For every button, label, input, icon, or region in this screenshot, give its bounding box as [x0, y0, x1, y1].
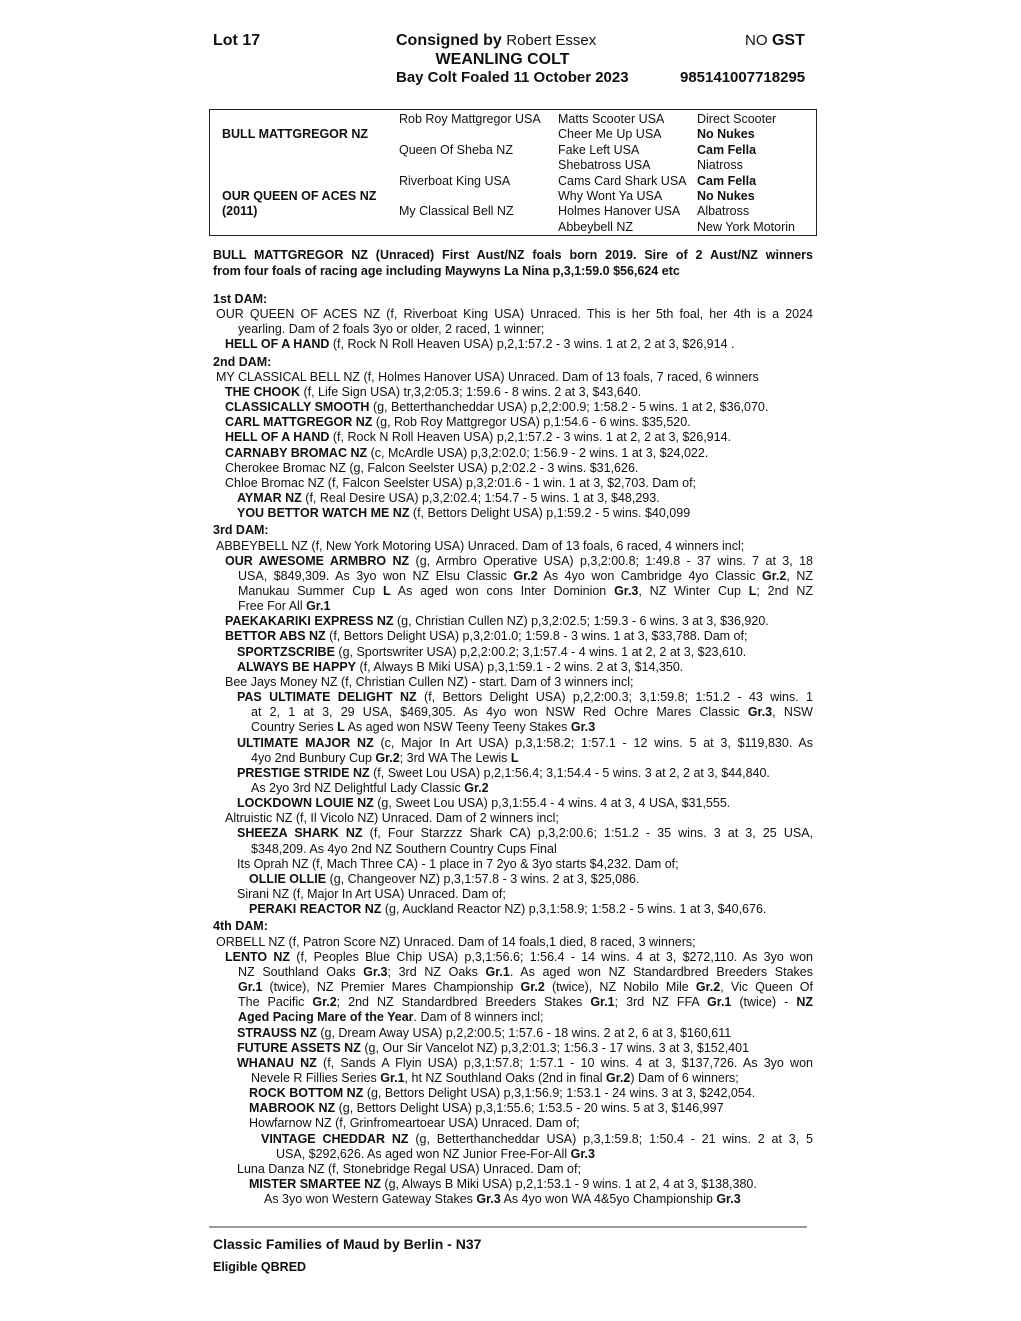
progeny-detail: (g, Our Sir Vancelot NZ) p,3,2:01.3; 1:56.3 - 17 wins. 3 at 3, $152,401	[360, 1040, 750, 1055]
race-grade: Gr.3	[570, 1146, 595, 1161]
pedigree-gen3: Fake Left USA	[558, 143, 640, 157]
progeny-detail: As 4yo won WA 4&5yo Championship	[500, 1192, 717, 1207]
progeny-line	[213, 826, 813, 841]
progeny-name: SPORTZSCRIBE	[237, 644, 335, 659]
race-grade: Gr.2	[695, 980, 721, 995]
progeny-detail: (f, Sands A Flyin USA) p,3,1:57.8; 1:57.1 - 10 wins. 4 at 3, $137,726. As 3yo won	[316, 1055, 813, 1070]
progeny-name: CARNABY BROMAC NZ	[225, 445, 368, 460]
progeny-detail: As aged won cons Inter Dominion	[390, 583, 615, 598]
progeny-line	[213, 965, 813, 980]
dam-intro: ORBELL NZ (f, Patron Score NZ) Unraced. Dam of 14 foals,1 died, 8 raced, 3 winners;	[216, 934, 696, 949]
progeny-line	[213, 554, 813, 569]
race-grade: L	[337, 720, 345, 735]
race-grade: Gr.1	[380, 1070, 405, 1085]
progeny-name: LOCKDOWN LOUIE NZ	[237, 796, 374, 811]
progeny-name: THE CHOOK	[225, 384, 300, 399]
pedigree-gen3: Abbeybell NZ	[558, 220, 634, 234]
footer-divider	[209, 1226, 807, 1228]
pedigree-gen3: Holmes Hanover USA	[558, 204, 681, 218]
progeny-detail: (f, Rock N Roll Heaven USA) p,2,1:57.2 - 3 wins. 1 at 2, 2 at 3, $26,914 .	[329, 337, 735, 352]
gst-status	[745, 32, 805, 50]
progeny-name: MABROOK NZ	[249, 1101, 336, 1116]
progeny-line: Its Oprah NZ (f, Mach Three CA) - 1 place in 7 2yo & 3yo starts $4,232. Dam of;	[237, 856, 679, 871]
progeny-detail: (g, Auckland Reactor NZ) p,3,1:58.9; 1:58.2 - 5 wins. 1 at 3, $40,676.	[381, 902, 767, 917]
award-text: NZ	[796, 995, 813, 1010]
progeny-name: STRAUSS NZ	[237, 1025, 317, 1040]
progeny-line	[213, 506, 813, 521]
race-grade: Gr.2	[513, 568, 538, 583]
progeny-name: ALWAYS BE HAPPY	[237, 659, 357, 674]
progeny-line	[213, 660, 813, 675]
progeny-detail: (g, Rob Roy Mattgregor USA) p,1:54.6 - 6 wins. $35,520.	[372, 415, 691, 430]
consignor	[396, 32, 596, 50]
progeny-line	[213, 1041, 813, 1056]
consignor-name: Robert Essex	[506, 32, 597, 49]
progeny-line	[213, 720, 813, 735]
progeny-line	[213, 1010, 813, 1025]
progeny-detail: (g, Christian Cullen NZ) p,3,2:02.5; 1:59.3 - 6 wins. 3 at 3, $36,920.	[393, 614, 769, 629]
progeny-detail: ; 3rd NZ FFA	[614, 995, 708, 1010]
progeny-detail: (twice), NZ Nobilo Mile	[544, 980, 696, 995]
progeny-line	[213, 337, 813, 352]
pedigree-gen4: No Nukes	[697, 127, 755, 141]
progeny-line	[213, 980, 813, 995]
pedigree-gen4: Albatross	[697, 204, 750, 218]
progeny-detail: , NZ Winter Cup	[638, 583, 749, 598]
progeny-line	[213, 400, 813, 415]
progeny-detail: , NSW	[772, 705, 813, 720]
progeny-line	[213, 872, 813, 887]
progeny-detail: ; 3rd WA The Lewis	[399, 750, 511, 765]
race-grade: Gr.2	[606, 1070, 631, 1085]
race-grade: L	[748, 583, 757, 598]
progeny-name: SHEEZA SHARK NZ	[237, 826, 363, 841]
progeny-name: HELL OF A HAND	[225, 337, 330, 352]
progeny-detail: at 2, 1 at 3, 29 USA, $469,305. As 4yo won NSW Red Ochre Mares Classic	[251, 705, 748, 720]
race-grade: Gr.1	[590, 995, 615, 1010]
dam-heading: 2nd DAM:	[213, 354, 272, 369]
progeny-line	[213, 1101, 813, 1116]
progeny-line	[213, 705, 813, 720]
progeny-detail: (g, Bettors Delight USA) p,3,1:56.9; 1:53.1 - 24 wins. 3 at 3, $242,054.	[363, 1086, 756, 1101]
progeny-name: VINTAGE CHEDDAR NZ	[261, 1131, 409, 1146]
pedigree-gen3: Shebatross USA	[558, 158, 651, 172]
progeny-name: PERAKI REACTOR NZ	[249, 902, 382, 917]
progeny-name: YOU BETTOR WATCH ME NZ	[237, 506, 410, 521]
sire-summary	[213, 248, 813, 279]
dam-heading: 4th DAM:	[213, 919, 268, 934]
progeny-detail: (f, Bettors Delight USA) p,1:59.2 - 5 wins. $40,099	[409, 506, 691, 521]
lot-number: Lot 17	[213, 32, 261, 49]
progeny-detail: As 4yo won Cambridge 4yo Classic	[537, 568, 762, 583]
progeny-name: OUR AWESOME ARMBRO NZ	[225, 553, 410, 568]
progeny-detail: Free For All	[238, 599, 307, 614]
progeny-detail: (f, Rock N Roll Heaven USA) p,2,1:57.2 - 3 wins. 1 at 2, 2 at 3, $26,914.	[329, 430, 731, 445]
progeny-line	[213, 1147, 813, 1162]
progeny-detail: (c, McArdle USA) p,3,2:02.0; 1:56.9 - 2 wins. 1 at 3, $24,022.	[367, 445, 709, 460]
progeny-name: CARL MATTGREGOR NZ	[225, 415, 373, 430]
catalogue-body	[213, 290, 813, 1207]
pedigree-gen3: Cams Card Shark USA	[558, 174, 687, 188]
progeny-line	[213, 796, 813, 811]
dam-intro: OUR QUEEN OF ACES NZ (f, Riverboat King USA) Unraced. This is her 5th foal, her 4th is a 2024	[216, 307, 813, 322]
dam-heading: 3rd DAM:	[213, 523, 269, 538]
progeny-detail: (twice), NZ Premier Mares Championship	[262, 980, 521, 995]
family-line: Classic Families of Maud by Berlin - N37	[213, 1236, 482, 1252]
progeny-detail: (g, Sportswriter USA) p,2,2:00.2; 3,1:57.4 - 4 wins. 1 at 2, 2 at 3, $23,610.	[334, 644, 747, 659]
progeny-name: PAEKAKARIKI EXPRESS NZ	[225, 614, 394, 629]
pedigree-gen2: Queen Of Sheba NZ	[399, 143, 513, 157]
progeny-detail: ; 3rd NZ Oaks	[387, 964, 486, 979]
progeny-line	[213, 766, 813, 781]
progeny-line	[213, 645, 813, 660]
pedigree-gen4: No Nukes	[697, 189, 755, 203]
progeny-detail: , Vic Queen Of	[720, 980, 813, 995]
progeny-detail: (f, Life Sign USA) tr,3,2:05.3; 1:59.6 - 8 wins. 2 at 3, $43,640.	[300, 384, 642, 399]
race-grade: Gr.2	[520, 980, 545, 995]
race-grade: Gr.3	[614, 583, 639, 598]
race-grade: Gr.1	[485, 964, 510, 979]
dam-intro: MY CLASSICAL BELL NZ (f, Holmes Hanover USA) Unraced. Dam of 13 foals, 7 raced, 6 winners	[216, 369, 759, 384]
progeny-line: Altruistic NZ (f, Il Vicolo NZ) Unraced. Dam of 2 winners incl;	[225, 811, 559, 826]
progeny-line	[213, 1132, 813, 1147]
progeny-detail: (c, Major In Art USA) p,3,1:58.2; 1:57.1 - 12 wins. 5 at 3, $119,830. As	[373, 735, 813, 750]
progeny-detail: . Dam of 8 winners incl;	[413, 1010, 544, 1025]
pedigree-dam-year: (2011)	[222, 204, 258, 218]
progeny-detail: (f, Sweet Lou USA) p,2,1:56.4; 3,1:54.4 - 5 wins. 3 at 2, 2 at 3, $44,840.	[369, 765, 770, 780]
pedigree-dam: OUR QUEEN OF ACES NZ	[222, 189, 377, 203]
pedigree-sire: BULL MATTGREGOR NZ	[222, 127, 369, 141]
gst-label: GST	[771, 32, 805, 49]
race-grade: Gr.2	[464, 781, 489, 795]
race-grade: Gr.3	[747, 705, 773, 720]
pedigree-gen4: Niatross	[697, 158, 743, 172]
progeny-line	[213, 950, 813, 965]
progeny-detail: (g, Changeover NZ) p,3,1:57.8 - 3 wins. 2 at 3, $25,086.	[326, 871, 640, 886]
dam-heading: 1st DAM:	[213, 292, 268, 306]
race-grade: Gr.3	[363, 964, 388, 979]
progeny-line	[213, 1026, 813, 1041]
progeny-line	[213, 385, 813, 400]
progeny-detail: (g, Always B Miki USA) p,2,1:53.1 - 9 wins. 1 at 2, 4 at 3, $138,380.	[380, 1177, 757, 1192]
race-grade: Gr.2	[375, 750, 400, 765]
progeny-name: LENTO NZ	[225, 949, 291, 964]
progeny-name: PAS ULTIMATE DELIGHT NZ	[237, 690, 417, 705]
progeny-detail: USA, $849,309. As 3yo won NZ Elsu Classic	[238, 568, 514, 583]
race-grade: Gr.1	[306, 599, 331, 614]
progeny-line	[213, 599, 813, 614]
sire-summary-line: BULL MATTGREGOR NZ (Unraced) First Aust/NZ foals born 2019. Sire of 2 Aust/NZ winners	[213, 248, 813, 262]
pedigree-table	[209, 109, 817, 236]
progeny-line	[213, 491, 813, 506]
pedigree-gen4: Direct Scooter	[697, 112, 777, 126]
progeny-name: FUTURE ASSETS NZ	[237, 1040, 361, 1055]
progeny-detail: USA, $292,626. As aged won NZ Junior Free-For-All	[276, 1146, 571, 1161]
progeny-detail: (g, Betterthancheddar USA) p,2,2:00.9; 1:58.2 - 5 wins. 1 at 2, $36,070.	[369, 400, 769, 415]
race-grade: Gr.1	[238, 980, 263, 995]
progeny-line	[213, 1177, 813, 1192]
progeny-detail: , ht NZ Southland Oaks (2nd in final	[404, 1070, 607, 1085]
race-grade: L	[382, 583, 391, 598]
progeny-name: ROCK BOTTOM NZ	[249, 1086, 364, 1101]
progeny-line	[213, 430, 813, 445]
progeny-name: OLLIE OLLIE	[249, 871, 327, 886]
race-grade: Gr.3	[716, 1192, 741, 1207]
race-grade: Gr.2	[762, 568, 787, 583]
progeny-line	[213, 569, 813, 584]
consigned-label: Consigned by	[396, 32, 502, 49]
progeny-line	[213, 1056, 813, 1071]
progeny-line	[213, 690, 813, 705]
progeny-line: Bee Jays Money NZ (f, Christian Cullen NZ) - start. Dam of 3 winners incl;	[225, 674, 634, 689]
progeny-line	[213, 902, 813, 917]
progeny-name: WHANAU NZ	[237, 1055, 317, 1070]
race-grade: Gr.1	[707, 995, 732, 1010]
progeny-line: Howfarnow NZ (f, Grinfromeartoear USA) Unraced. Dam of;	[249, 1116, 580, 1131]
progeny-detail: 4yo 2nd Bunbury Cup	[251, 750, 376, 765]
progeny-detail: As 3yo won Western Gateway Stakes	[264, 1192, 477, 1207]
progeny-detail: (twice) -	[731, 995, 797, 1010]
pedigree-gen3: Cheer Me Up USA	[558, 127, 662, 141]
race-grade: Gr.3	[570, 720, 596, 735]
sire-summary-line: from four foals of racing age including Maywyns La Nina p,3,1:59.0 $56,624 etc	[213, 263, 680, 278]
progeny-line	[213, 1086, 813, 1101]
progeny-detail: (f, Peoples Blue Chip USA) p,3,1:56.6; 1:56.4 - 14 wins. 4 at 3, $272,110. As 3yo won	[290, 949, 813, 964]
progeny-line	[213, 736, 813, 751]
progeny-line	[213, 1071, 813, 1086]
progeny-line	[213, 1192, 813, 1207]
progeny-detail: (g, Sweet Lou USA) p,3,1:55.4 - 4 wins. 4 at 3, 4 USA, $31,555.	[373, 796, 731, 811]
progeny-line	[213, 751, 813, 766]
eligibility: Eligible QBRED	[213, 1260, 307, 1274]
progeny-detail: (f, Always B Miki USA) p,3,1:59.1 - 2 wins. 2 at 3, $14,350.	[356, 659, 684, 674]
progeny-line: $348,209. As 4yo 2nd NZ Southern Country Cups Final	[251, 841, 557, 856]
progeny-detail: As aged won NSW Teeny Teeny Stakes	[344, 720, 571, 735]
pedigree-gen2: Rob Roy Mattgregor USA	[399, 112, 541, 126]
progeny-detail: . As aged won NZ Standardbred Breeders Stakes	[509, 964, 813, 979]
progeny-detail: ; 2nd NZ	[756, 583, 813, 598]
progeny-line: Luna Danza NZ (f, Stonebridge Regal USA) Unraced. Dam of;	[237, 1161, 581, 1176]
progeny-detail: (g, Bettors Delight USA) p,3,1:55.6; 1:53.5 - 20 wins. 5 at 3, $146,997	[335, 1101, 724, 1116]
progeny-detail: (f, Real Desire USA) p,3,2:02.4; 1:54.7 - 5 wins. 1 at 3, $48,293.	[301, 491, 660, 506]
progeny-name: CLASSICALLY SMOOTH	[225, 400, 370, 415]
microchip-number: 985141007718295	[680, 69, 806, 86]
dam-intro: ABBEYBELL NZ (f, New York Motoring USA) Unraced. Dam of 13 foals, 6 raced, 4 winners incl;	[216, 538, 745, 553]
award-text: Aged Pacing Mare of the Year	[238, 1010, 414, 1025]
progeny-line: Sirani NZ (f, Major In Art USA) Unraced. Dam of;	[237, 887, 506, 902]
progeny-detail: (f, Bettors Delight USA) p,3,2:01.0; 1:59.8 - 3 wins. 1 at 3, $33,788. Dam of;	[325, 629, 748, 644]
progeny-detail: (g, Betterthancheddar USA) p,3,1:59.8; 1:50.4 - 21 wins. 2 at 3, 5	[408, 1131, 813, 1146]
foaled-date: Bay Colt Foaled 11 October 2023	[396, 69, 629, 86]
pedigree-gen4: Cam Fella	[697, 174, 757, 188]
progeny-line	[213, 584, 813, 599]
progeny-detail: As 2yo 3rd NZ Delightful Lady Classic	[251, 781, 465, 795]
progeny-detail: Country Series	[251, 720, 338, 735]
progeny-name: ULTIMATE MAJOR NZ	[237, 735, 374, 750]
pedigree-gen2: My Classical Bell NZ	[399, 204, 514, 218]
race-grade: Gr.2	[312, 995, 337, 1010]
progeny-line	[213, 446, 813, 461]
pedigree-gen4: Cam Fella	[697, 143, 757, 157]
pedigree-gen4: New York Motorin	[697, 220, 795, 234]
pedigree-gen3: Why Wont Ya USA	[558, 189, 663, 203]
race-grade: L	[510, 750, 519, 765]
gst-prefix: NO	[745, 32, 768, 49]
progeny-detail: ; 2nd NZ Standardbred Breeders Stakes	[336, 995, 591, 1010]
progeny-name: BETTOR ABS NZ	[225, 629, 326, 644]
progeny-detail: ) Dam of 6 winners;	[630, 1070, 739, 1085]
progeny-detail: (f, Bettors Delight USA) p,2,2:00.3; 3,1:59.8; 1:51.2 - 43 wins. 1	[416, 690, 813, 705]
lot-title-text: WEANLING COLT	[435, 51, 570, 68]
progeny-name: PRESTIGE STRIDE NZ	[237, 765, 370, 780]
progeny-line	[213, 995, 813, 1010]
dam-intro: yearling. Dam of 2 foals 3yo or older, 2 raced, 1 winner;	[238, 322, 545, 337]
progeny-name: AYMAR NZ	[237, 491, 302, 506]
pedigree-gen2: Riverboat King USA	[399, 174, 511, 188]
lot-title	[0, 51, 1000, 69]
progeny-line	[213, 614, 813, 629]
progeny-line: Chloe Bromac NZ (f, Falcon Seelster USA) p,3,2:01.6 - 1 win. 1 at 3, $2,703. Dam of;	[225, 475, 697, 490]
progeny-detail: , NZ	[786, 568, 814, 583]
progeny-detail: (f, Four Starzzz Shark CA) p,3,2:00.6; 1:51.2 - 35 wins. 3 at 3, 25 USA,	[362, 826, 814, 841]
progeny-line	[213, 629, 813, 644]
progeny-line	[213, 781, 813, 796]
progeny-detail: The Pacific	[238, 995, 313, 1010]
race-grade: Gr.3	[476, 1192, 501, 1207]
progeny-line	[213, 415, 813, 430]
pedigree-gen3: Matts Scooter USA	[558, 112, 665, 126]
progeny-name: MISTER SMARTEE NZ	[249, 1177, 381, 1192]
progeny-detail: (g, Armbro Operative USA) p,3,2:00.8; 1:49.8 - 37 wins. 7 at 3, 18	[409, 553, 813, 568]
progeny-line: Cherokee Bromac NZ (g, Falcon Seelster USA) p,2:02.2 - 3 wins. $31,626.	[225, 460, 639, 475]
progeny-detail: Manukau Summer Cup	[238, 583, 383, 598]
progeny-name: HELL OF A HAND	[225, 430, 330, 445]
progeny-detail: NZ Southland Oaks	[238, 964, 364, 979]
progeny-detail: Nevele R Fillies Series	[251, 1070, 381, 1085]
progeny-detail: (g, Dream Away USA) p,2,2:00.5; 1:57.6 - 18 wins. 2 at 2, 6 at 3, $160,611	[316, 1025, 732, 1040]
